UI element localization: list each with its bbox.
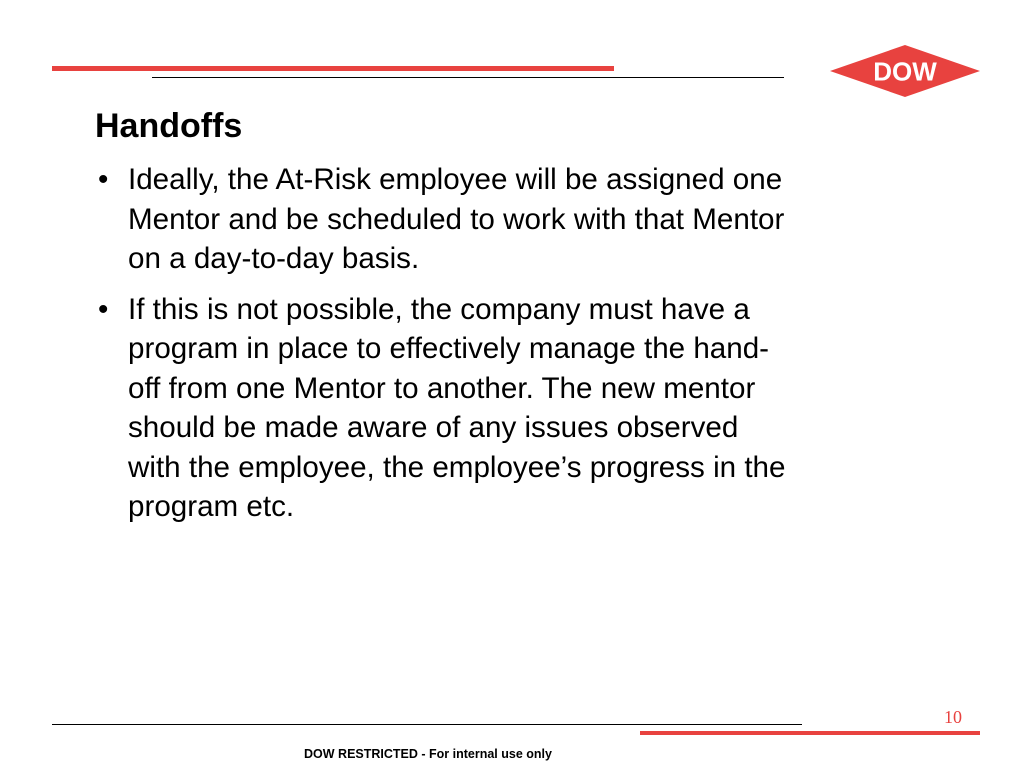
bullet-item — [98, 290, 978, 527]
classification-footer: DOW RESTRICTED - For internal use only — [304, 747, 552, 761]
dow-logo — [828, 43, 982, 99]
slide-title: Handoffs — [95, 107, 243, 145]
bullet-mark: • — [98, 163, 109, 196]
bullet-text: If this is not possible, the company must have a program in place to effectively manage the hand- off from one Mentor to another. The new mentor should be made aware of any issues observed with the employee, the employee’s progress in the program etc. — [128, 292, 786, 523]
bullet-text: Ideally, the At-Risk employee will be assigned one Mentor and be scheduled to work with that Mentor on a day-to-day basis. — [128, 163, 785, 275]
bullet-mark: • — [98, 292, 109, 326]
bullet-list — [98, 160, 978, 538]
dow-diamond-icon — [828, 43, 982, 99]
footer-black-rule — [52, 724, 802, 725]
logo-wordmark: DOW — [873, 56, 937, 87]
header-red-rule — [52, 66, 614, 71]
footer-red-rule — [640, 731, 980, 735]
page-number: 10 — [944, 707, 962, 727]
header-black-rule — [152, 77, 784, 78]
bullet-item — [98, 160, 978, 279]
